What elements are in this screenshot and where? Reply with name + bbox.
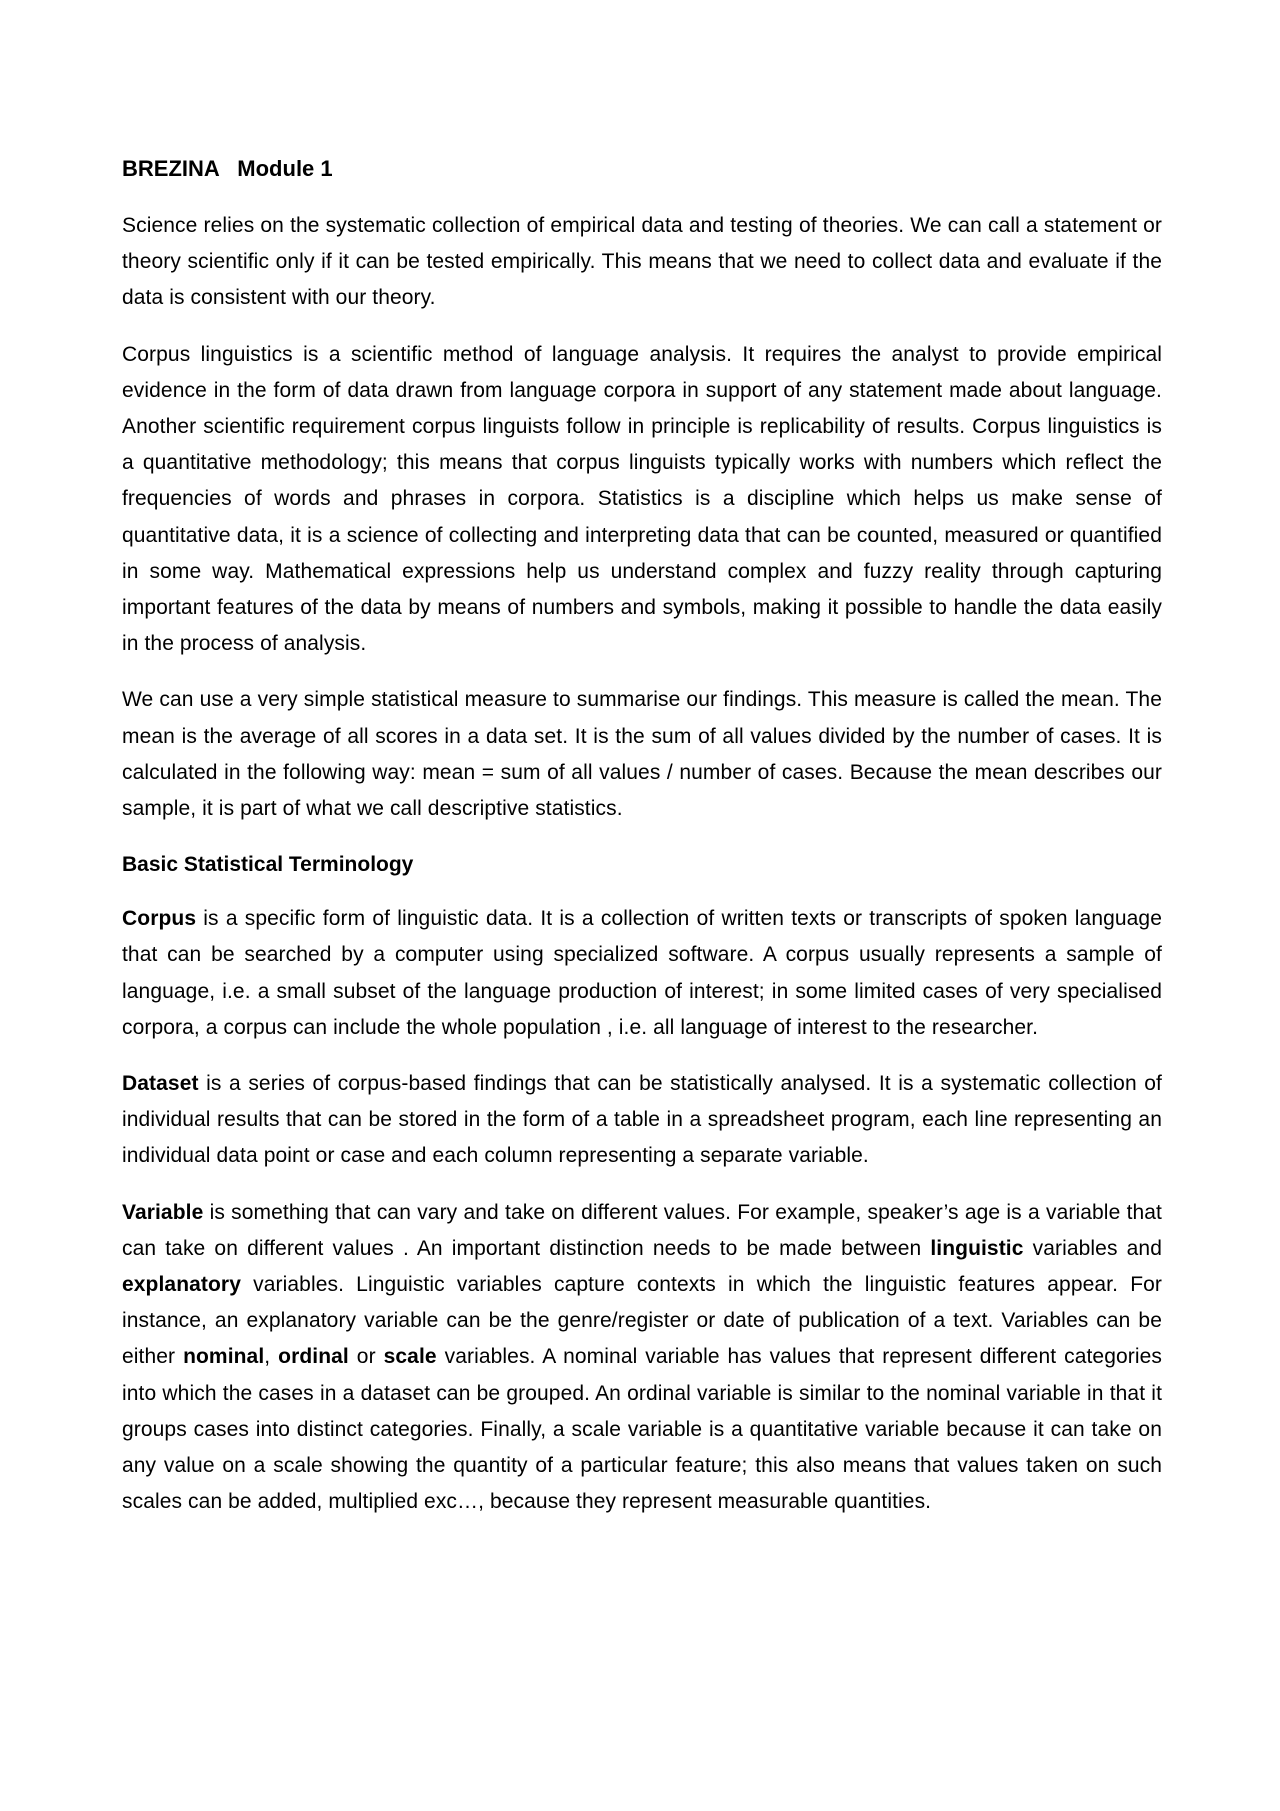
definition-corpus [122, 901, 1162, 1046]
emphasis-explanatory: explanatory [122, 1273, 241, 1297]
term-corpus: Corpus [122, 907, 197, 931]
definition-variable-text-3: variables. Linguistic variables capture contexts in which the linguistic features appear. For instance, an explanatory variable can be the genre/register or date of publication of a text. Variables can be either [122, 1273, 1162, 1369]
definition-variable-text-5: or [348, 1345, 384, 1369]
definition-variable-text-6: variables. A nominal variable has values that represent different categories into which the cases in a dataset can be grouped. An ordinal variable is similar to the nominal variable in that it groups cases into distinct categories. Finally, a scale variable is a quantitative variable because it can take on any value on a scale showing the quantity of a particular feature; this also means that values taken on such scales can be added, multiplied exc…, because they represent measurable quantities. [122, 1345, 1162, 1514]
document-page [122, 150, 1162, 1541]
section-heading: Basic Statistical Terminology [122, 853, 414, 877]
emphasis-nominal: nominal [183, 1345, 265, 1369]
definition-variable [122, 1195, 1162, 1521]
paragraph-science: Science relies on the systematic collection of empirical data and testing of theories. We can call a statement or theory scientific only if it can be tested empirically. This means that we need to collect data and evaluate if the data is consistent with our theory. [122, 214, 1162, 310]
emphasis-linguistic: linguistic [930, 1236, 1024, 1260]
definition-dataset [122, 1066, 1162, 1175]
definition-variable-text-4: , [264, 1345, 279, 1369]
term-dataset: Dataset [122, 1072, 199, 1096]
paragraph-mean: We can use a very simple statistical measure to summarise our findings. This measure is called the mean. The mean is the average of all scores in a data set. It is the sum of all values divided by the number of cases. It is calculated in the following way: mean = sum of all values / number of cases. Because the mean describes our sample, it is part of what we call descriptive statistics. [122, 688, 1162, 821]
definition-dataset-text: is a series of corpus-based findings that can be statistically analysed. It is a systematic collection of individual results that can be stored in the form of a table in a spreadsheet program, each line representing an individual data point or case and each column representing a separate variable. [122, 1072, 1162, 1168]
paragraph-corpus-linguistics: Corpus linguistics is a scientific method of language analysis. It requires the analyst to provide empirical evidence in the form of data drawn from language corpora in support of any statement made about language. Another scientific requirement corpus linguists follow in principle is replicability of results. Corpus linguistics is a quantitative methodology; this means that corpus linguists typically works with numbers which reflect the frequencies of words and phrases in corpora. Statistics is a discipline which helps us make sense of quantitative data, it is a science of collecting and interpreting data that can be counted, measured or quantified in some way. Mathematical expressions help us understand complex and fuzzy reality through capturing important features of the data by means of numbers and symbols, making it possible to handle the data easily in the process of analysis. [122, 342, 1162, 656]
definition-variable-text-1: is something that can vary and take on different values. For example, speaker’s age is a variable that can take on different values . An important distinction needs to be made between [122, 1200, 1162, 1260]
term-variable: Variable [122, 1200, 204, 1224]
emphasis-ordinal: ordinal [278, 1345, 349, 1369]
document-title: BREZINA Module 1 [122, 156, 333, 181]
definition-corpus-text: is a specific form of linguistic data. It is a collection of written texts or transcripts of spoken language that can be searched by a computer using specialized software. A corpus usually represents a sample of language, i.e. a small subset of the language production of interest; in some limited cases of very specialised corpora, a corpus can include the whole population , i.e. all language of interest to the researcher. [122, 907, 1162, 1039]
definition-variable-text-2: variables and [1023, 1236, 1162, 1260]
emphasis-scale: scale [383, 1345, 437, 1369]
